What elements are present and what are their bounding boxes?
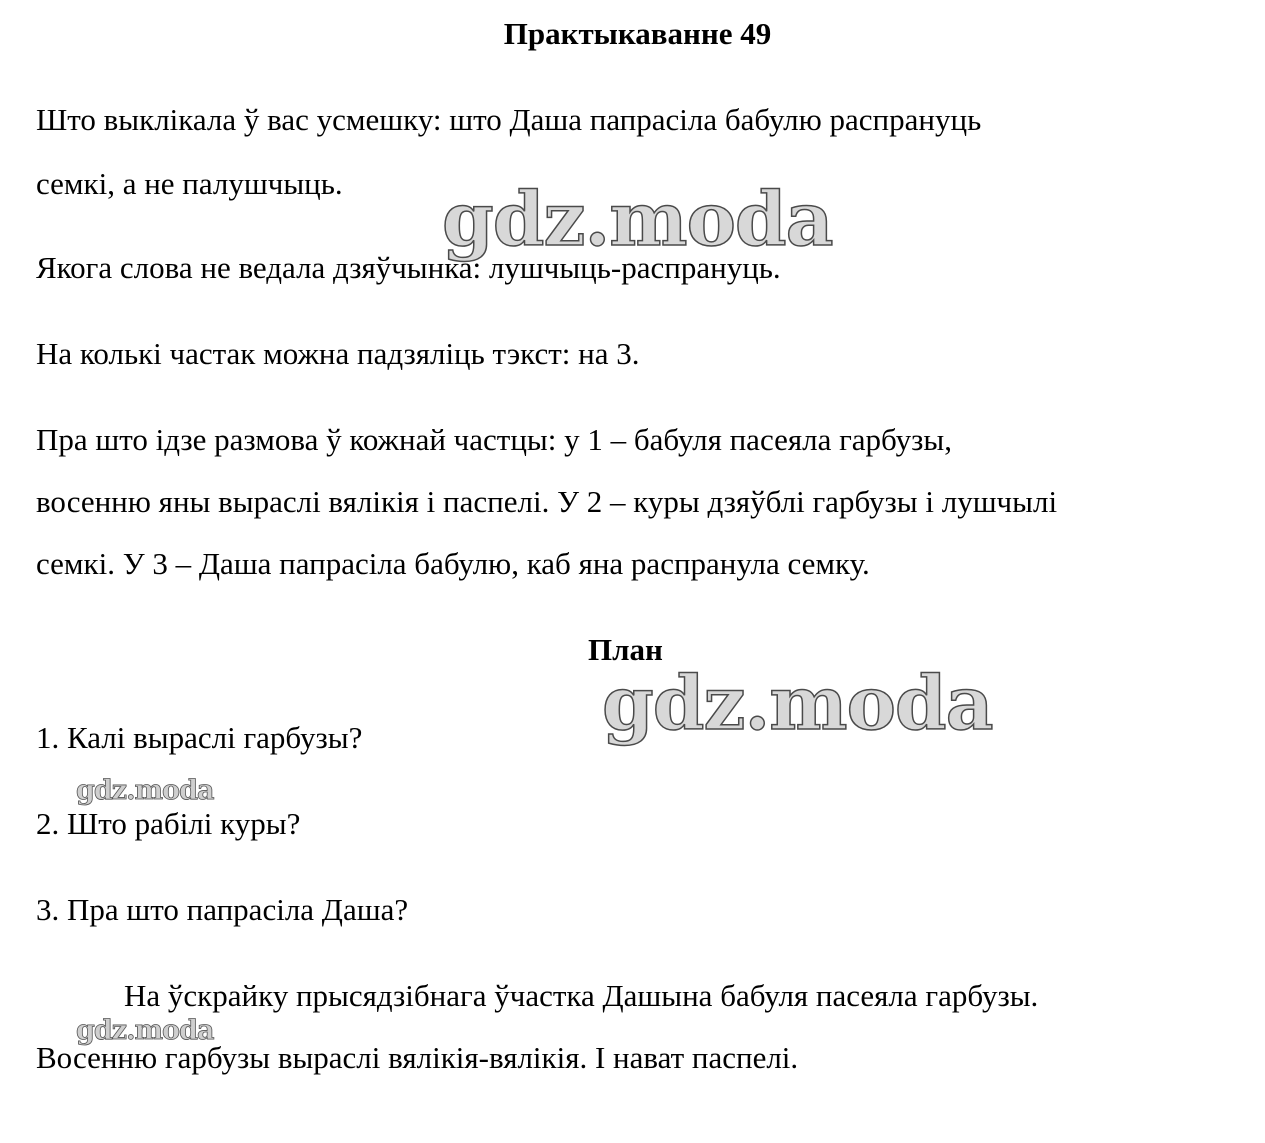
plan-item: 3. Пра што папрасіла Даша? xyxy=(36,892,409,927)
answer-line: восенню яны выраслі вялікія і паспелі. У 2 – куры дзяўблі гарбузы і лушчылі xyxy=(36,484,1058,519)
answer-line: Што выклікала ў вас усмешку: што Даша папрасіла бабулю распрануць xyxy=(36,102,982,137)
watermark-logo: gdz.moda xyxy=(76,775,214,806)
watermark-logo: gdz.moda xyxy=(602,661,993,747)
plan-item: 2. Што рабілі куры? xyxy=(36,806,301,841)
watermark-logo: gdz.moda xyxy=(442,177,833,263)
plan-item: 1. Калі выраслі гарбузы? xyxy=(36,720,363,755)
answer-line: На колькі частак можна падзяліць тэкст: на 3. xyxy=(36,336,640,371)
answer-line: Якога слова не ведала дзяўчынка: лушчыць-распрануць. xyxy=(36,250,781,285)
story-line: На ўскрайку прысядзібнага ўчастка Дашына бабуля пасеяла гарбузы. xyxy=(124,978,1039,1013)
story-line: Восенню гарбузы выраслі вялікія-вялікія. І нават паспелі. xyxy=(36,1040,799,1075)
answer-line: Пра што ідзе размова ў кожнай частцы: у 1 – бабуля пасеяла гарбузы, xyxy=(36,422,952,457)
watermark-logo: gdz.moda xyxy=(76,1015,214,1046)
answer-line: семкі, а не палушчыць. xyxy=(36,166,343,201)
answer-line: семкі. У 3 – Даша папрасіла бабулю, каб яна распранула семку. xyxy=(36,546,870,581)
page-title: Практыкаванне 49 xyxy=(503,16,772,51)
plan-heading: План xyxy=(588,632,663,667)
